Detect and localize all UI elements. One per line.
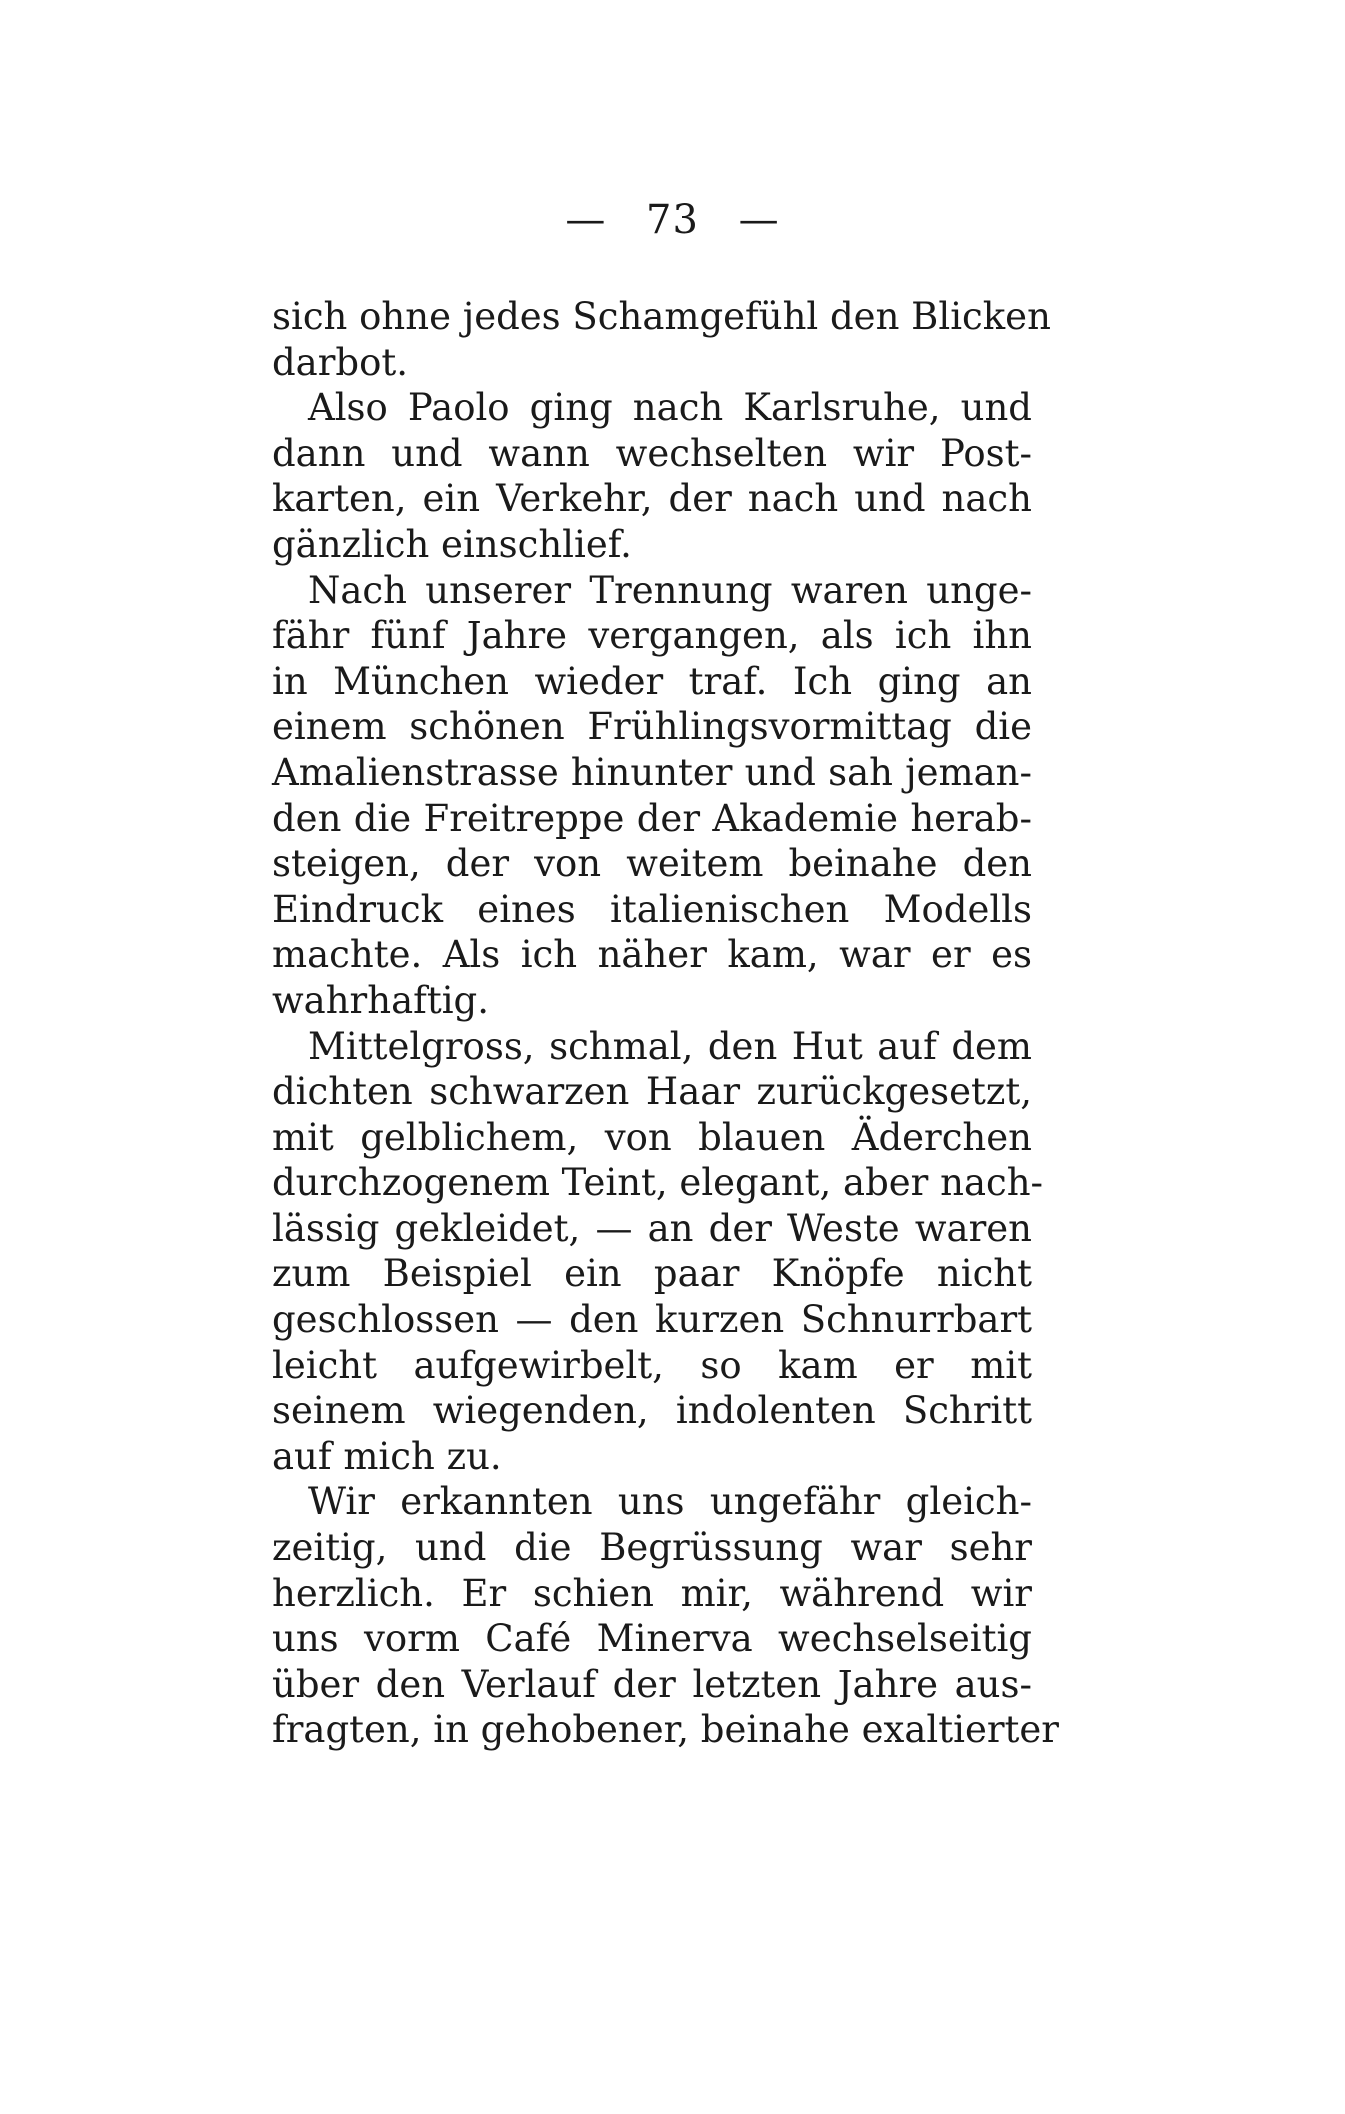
text-line: durchzogenem Teint, elegant, aber nach-: [272, 1161, 1044, 1205]
paragraph-5: [272, 1479, 1059, 1753]
text-line: darbot.: [272, 340, 409, 384]
text-line: sich ohne jedes Schamgefühl den Blicken: [272, 295, 1051, 338]
text-line: zeitig, und die Begrüssung war sehr: [272, 1526, 1032, 1570]
text-line: lässig gekleidet, — an der Weste waren: [272, 1206, 1032, 1250]
header-dash-right: —: [738, 197, 780, 243]
text-line: über den Verlauf der letzten Jahre aus-: [272, 1662, 1032, 1706]
text-line: auf mich zu.: [272, 1434, 502, 1478]
text-line: dichten schwarzen Haar zurückgesetzt,: [272, 1070, 1032, 1114]
text-line: Also Paolo ging nach Karlsruhe, und: [308, 386, 1032, 430]
text-line: geschlossen — den kurzen Schnurrbart: [272, 1298, 1032, 1342]
paragraph-4: [272, 1024, 1044, 1480]
text-line: mit gelblichem, von blauen Äderchen: [272, 1115, 1032, 1159]
paragraph-3: [272, 568, 1032, 1024]
text-line: leicht aufgewirbelt, so kam er mit: [272, 1343, 1032, 1387]
text-line: steigen, der von weitem beinahe den: [272, 842, 1032, 886]
text-line: herzlich. Er schien mir, während wir: [272, 1571, 1032, 1615]
header-dash-left: —: [565, 197, 607, 243]
page-number: 73: [646, 197, 699, 243]
text-line: seinem wiegenden, indolenten Schritt: [272, 1389, 1032, 1433]
text-line: den die Freitreppe der Akademie herab-: [272, 796, 1032, 840]
text-line: Mittelgross, schmal, den Hut auf dem: [308, 1024, 1032, 1068]
text-line: fragten, in gehobener, beinahe exaltierter: [272, 1708, 1059, 1752]
text-line: einem schönen Frühlingsvormittag die: [272, 705, 1032, 749]
text-line: uns vorm Café Minerva wechselseitig: [272, 1617, 1032, 1661]
text-line: dann und wann wechselten wir Post-: [272, 431, 1032, 475]
paragraph-1: [272, 294, 1051, 385]
text-line: Wir erkannten uns ungefähr gleich-: [308, 1480, 1032, 1524]
text-line: machte. Als ich näher kam, war er es: [272, 933, 1032, 977]
text-line: Nach unserer Trennung waren unge-: [308, 568, 1032, 612]
text-line: fähr fünf Jahre vergangen, als ich ihn: [272, 614, 1032, 658]
body-text: [272, 294, 1059, 1753]
paragraph-2: [272, 385, 1032, 567]
text-line: gänzlich einschlief.: [272, 522, 632, 566]
text-line: zum Beispiel ein paar Knöpfe nicht: [272, 1252, 1032, 1296]
text-line: Eindruck eines italienischen Modells: [272, 887, 1032, 931]
text-line: Amalienstrasse hinunter und sah jeman-: [272, 750, 1032, 794]
text-line: karten, ein Verkehr, der nach und nach: [272, 477, 1032, 521]
text-line: wahrhaftig.: [272, 978, 489, 1022]
page-header: [0, 196, 1345, 244]
text-line: in München wieder traf. Ich ging an: [272, 659, 1032, 703]
